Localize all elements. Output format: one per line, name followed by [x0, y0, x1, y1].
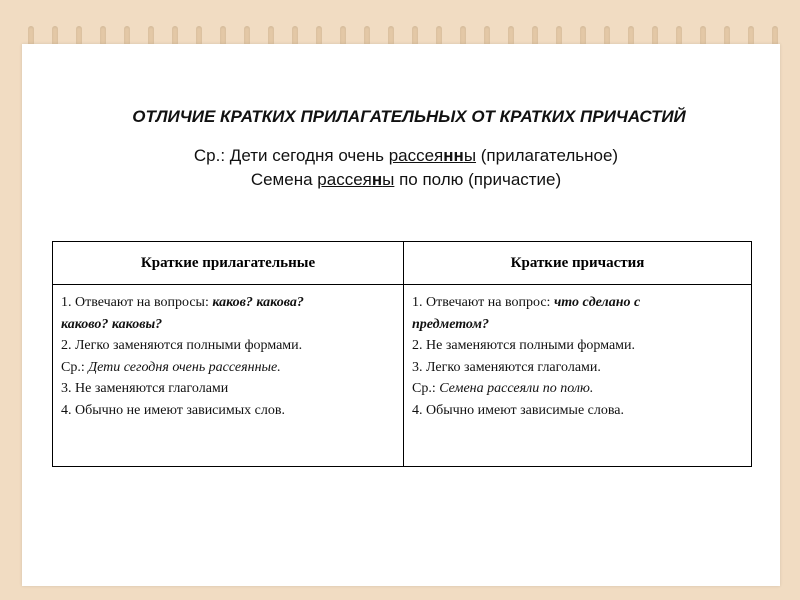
example-adjective: Ср.: Дети сегодня очень рассеянны (прилагательное)	[193, 146, 619, 165]
adj-item-1-cont: каково? каковы?	[61, 316, 163, 332]
part-item-4: 4. Обычно имеют зависимые слова.	[412, 402, 625, 418]
comparison-table	[52, 241, 752, 467]
adj-item-2-example: Ср.: Дети сегодня очень рассеянные.	[61, 359, 281, 375]
part-item-3-example: Ср.: Семена рассеяли по полю.	[412, 381, 594, 396]
adj-item-3: 3. Не заменяются глаголами	[61, 381, 229, 396]
highlighted-word: рассеяны	[317, 170, 395, 189]
adjectives-cell	[53, 285, 404, 466]
highlighted-word: рассеянны	[388, 146, 477, 165]
page-title: ОТЛИЧИЕ КРАТКИХ ПРИЛАГАТЕЛЬНЫХ ОТ КРАТКИХ ПРИЧАСТИЙ	[132, 107, 686, 126]
part-item-2: 2. Не заменяются полными формами.	[412, 338, 636, 353]
participles-cell	[404, 285, 751, 466]
header-participles: Краткие причастия	[404, 242, 751, 285]
part-item-3: 3. Легко заменяются глаголами.	[412, 359, 601, 375]
part-item-1: 1. Отвечают на вопрос: что сделано с	[412, 295, 641, 310]
header-adjectives: Краткие прилагательные	[53, 242, 404, 285]
part-item-1-cont: предметом?	[412, 316, 489, 332]
adj-item-4: 4. Обычно не имеют зависимых слов.	[61, 402, 285, 418]
adj-item-2: 2. Легко заменяются полными формами.	[61, 338, 303, 353]
example-participle: Семена рассеяны по полю (причастие)	[250, 170, 562, 189]
adj-item-1: 1. Отвечают на вопросы: каков? какова?	[61, 295, 304, 310]
